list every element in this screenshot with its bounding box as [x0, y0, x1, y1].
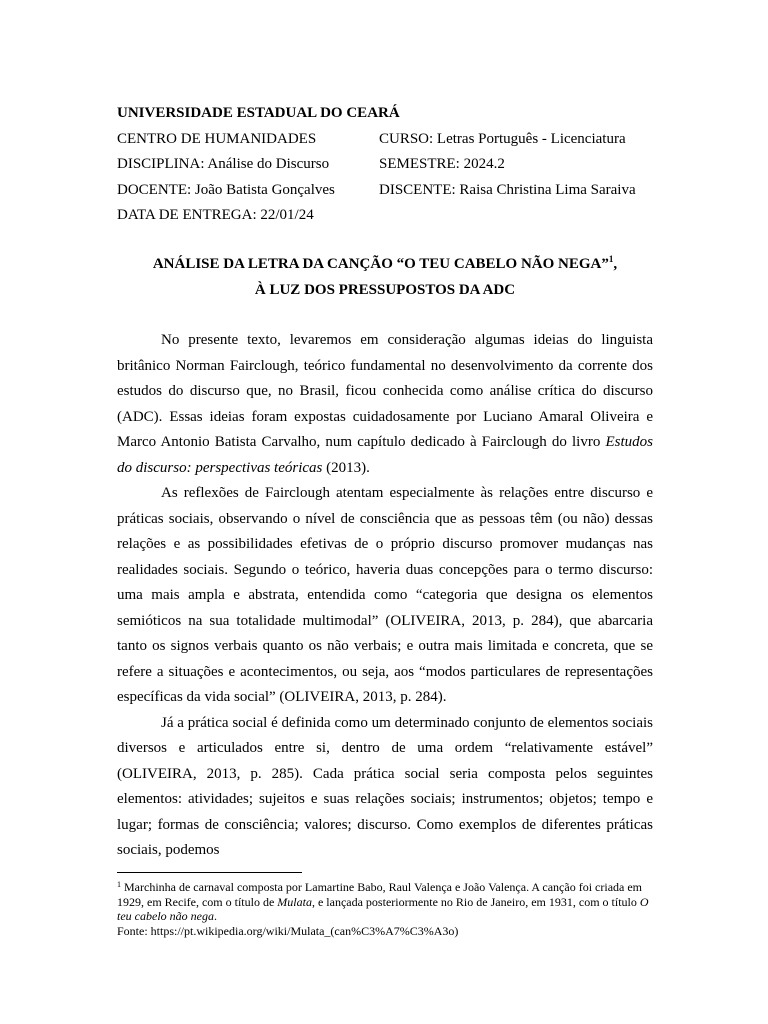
- footnote-divider: [117, 872, 302, 873]
- title-line-1-end: ,: [613, 256, 618, 272]
- header-row-people: [117, 178, 677, 204]
- department-label: CENTRO DE HUMANIDADES: [117, 130, 317, 147]
- document-header: [117, 101, 677, 229]
- footnote-ref[interactable]: 1: [608, 254, 614, 264]
- footnote-source[interactable]: Fonte: https://pt.wikipedia.org/wiki/Mulata_(can%C3%A7%C3%A3o): [117, 923, 459, 938]
- paragraph-1: [117, 328, 653, 481]
- header-row-course: [117, 127, 677, 153]
- footnote-song-title: O teu cabelo não nega: [117, 894, 649, 923]
- delivery-date: DATA DE ENTREGA: 22/01/24: [117, 207, 314, 223]
- discipline-label: DISCIPLINA: Análise do Discurso: [117, 156, 330, 172]
- footnote: [117, 880, 653, 938]
- footnote-title-mulata: Mulata: [277, 894, 312, 909]
- document-title: [117, 252, 653, 303]
- paragraph-1-text-a: No presente texto, levaremos em consideração algumas ideias do linguista britânico Norman Fairclough, teórico fundamental no desenvolvimento da corrente dos estudos do discurso que, no Brasil, ficou conhecida como análise crítica do discurso (ADC). Essas ideias foram expostas cuidadosamente por Luciano Amaral Oliveira e Marco Antonio Batista Carvalho, num capítulo dedicado à Fairclough do livro: [117, 332, 653, 450]
- teacher-label: DOCENTE: João Batista Gonçalves: [117, 181, 335, 198]
- title-line-1-text: ANÁLISE DA LETRA DA CANÇÃO “O TEU CABELO NÃO NEGA”: [152, 256, 609, 272]
- student-label: DISCENTE: Raisa Christina Lima Saraiva: [379, 181, 636, 198]
- course-label: CURSO: Letras Português - Licenciatura: [379, 130, 626, 147]
- paragraph-2: As reflexões de Fairclough atentam especialmente às relações entre discurso e práticas sociais, observando o nível de consciência que as pessoas têm (ou não) dessas relações e as possibilidades efetivas de o próprio discurso promover mudanças nas realidades sociais. Segundo o teórico, haveria duas concepções para o termo discurso: uma mais ampla e abstrata, entendida como “categoria que designa os elementos semióticos na sua totalidade multimodal” (OLIVEIRA, 2013, p. 284), que abarcaria tanto os signos verbais quanto os não verbais; e outra mais limitada e concreta, que se refere a situações e acontecimentos, ou seja, aos “modos particulares de representações específicas da vida social” (OLIVEIRA, 2013, p. 284).: [117, 485, 653, 705]
- university-name: UNIVERSIDADE ESTADUAL DO CEARÁ: [117, 105, 400, 121]
- document-body: [117, 328, 653, 864]
- footnote-text-a: Marchinha de carnaval composta por Lamartine Babo, Raul Valença e João Valença. A canção foi criada em 1929, em Recife, com o título de: [117, 880, 643, 909]
- title-line-2: À LUZ DOS PRESSUPOSTOS DA ADC: [254, 281, 516, 298]
- paragraph-3: Já a prática social é definida como um determinado conjunto de elementos sociais diversos e articulados entre si, dentro de uma ordem “relativamente estável” (OLIVEIRA, 2013, p. 285). Cada prática social seria composta pelos seguintes elementos: atividades; sujeitos e suas relações sociais; instrumentos; objetos; tempo e lugar; formas de consciência; valores; discurso. Como exemplos de diferentes práticas sociais, podemos: [117, 714, 653, 858]
- title-line-1: [117, 252, 653, 278]
- semester-label: SEMESTRE: 2024.2: [379, 156, 505, 172]
- footnote-text-b: , e lançada posteriormente no Rio de Janeiro, em 1931, com o título: [311, 894, 640, 909]
- book-title: Estudos do discurso: perspectivas teóricas: [117, 434, 653, 476]
- footnote-text-c: .: [213, 909, 217, 923]
- paragraph-1-text-b: (2013).: [322, 459, 370, 476]
- header-row-discipline: [117, 152, 677, 178]
- footnote-marker: 1: [117, 880, 121, 889]
